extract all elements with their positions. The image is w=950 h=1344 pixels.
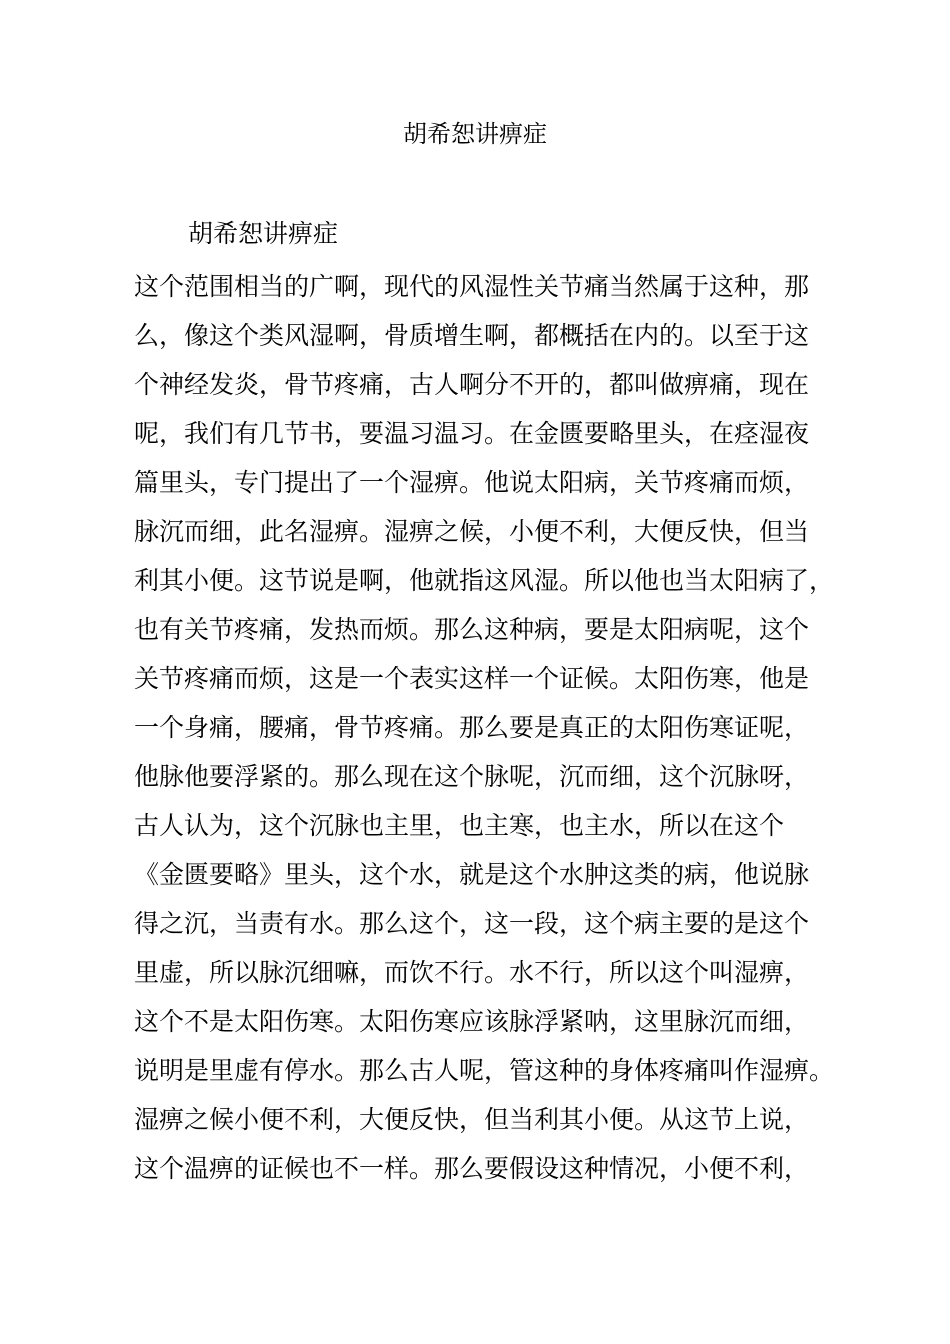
section-heading: 胡希恕讲痹症 — [188, 219, 339, 248]
document-title: 胡希恕讲痹症 — [403, 120, 547, 148]
body-line: 脉沉而细，此名湿痹。湿痹之候，小便不利，大便反快，但当 — [134, 517, 810, 546]
body-line: 说明是里虚有停水。那么古人呢，管这种的身体疼痛叫作湿痹。 — [134, 1056, 835, 1085]
body-line: 这个温痹的证候也不一样。那么要假设这种情况，小便不利， — [134, 1154, 810, 1183]
body-line: 他脉他要浮紧的。那么现在这个脉呢，沉而细，这个沉脉呀， — [134, 762, 810, 791]
body-line: 古人认为，这个沉脉也主里，也主寒，也主水，所以在这个 — [134, 811, 785, 840]
body-line: 里虚，所以脉沉细嘛，而饮不行。水不行，所以这个叫湿痹， — [134, 958, 810, 987]
body-line: 篇里头，专门提出了一个湿痹。他说太阳病，关节疼痛而烦， — [134, 468, 810, 497]
body-line: 这个范围相当的广啊，现代的风湿性关节痛当然属于这种，那 — [134, 272, 810, 301]
body-line: 利其小便。这节说是啊，他就指这风湿。所以他也当太阳病了， — [134, 566, 835, 595]
body-line: 呢，我们有几节书，要温习温习。在金匮要略里头，在痉湿夜 — [134, 419, 810, 448]
body-line: 湿痹之候小便不利，大便反快，但当利其小便。从这节上说， — [134, 1105, 810, 1134]
body-line: 《金匮要略》里头，这个水，就是这个水肿这类的病，他说脉 — [134, 860, 810, 889]
body-line: 么，像这个类风湿啊，骨质增生啊，都概括在内的。以至于这 — [134, 321, 810, 350]
body-line: 也有关节疼痛，发热而烦。那么这种病，要是太阳病呢，这个 — [134, 615, 810, 644]
body-text — [134, 262, 844, 1193]
body-line: 这个不是太阳伤寒。太阳伤寒应该脉浮紧呐，这里脉沉而细， — [134, 1007, 810, 1036]
body-line: 得之沉，当责有水。那么这个，这一段，这个病主要的是这个 — [134, 909, 810, 938]
body-line: 个神经发炎，骨节疼痛，古人啊分不开的，都叫做痹痛，现在 — [134, 370, 810, 399]
body-line: 关节疼痛而烦，这是一个表实这样一个证候。太阳伤寒，他是 — [134, 664, 810, 693]
body-line: 一个身痛，腰痛，骨节疼痛。那么要是真正的太阳伤寒证呢， — [134, 713, 810, 742]
